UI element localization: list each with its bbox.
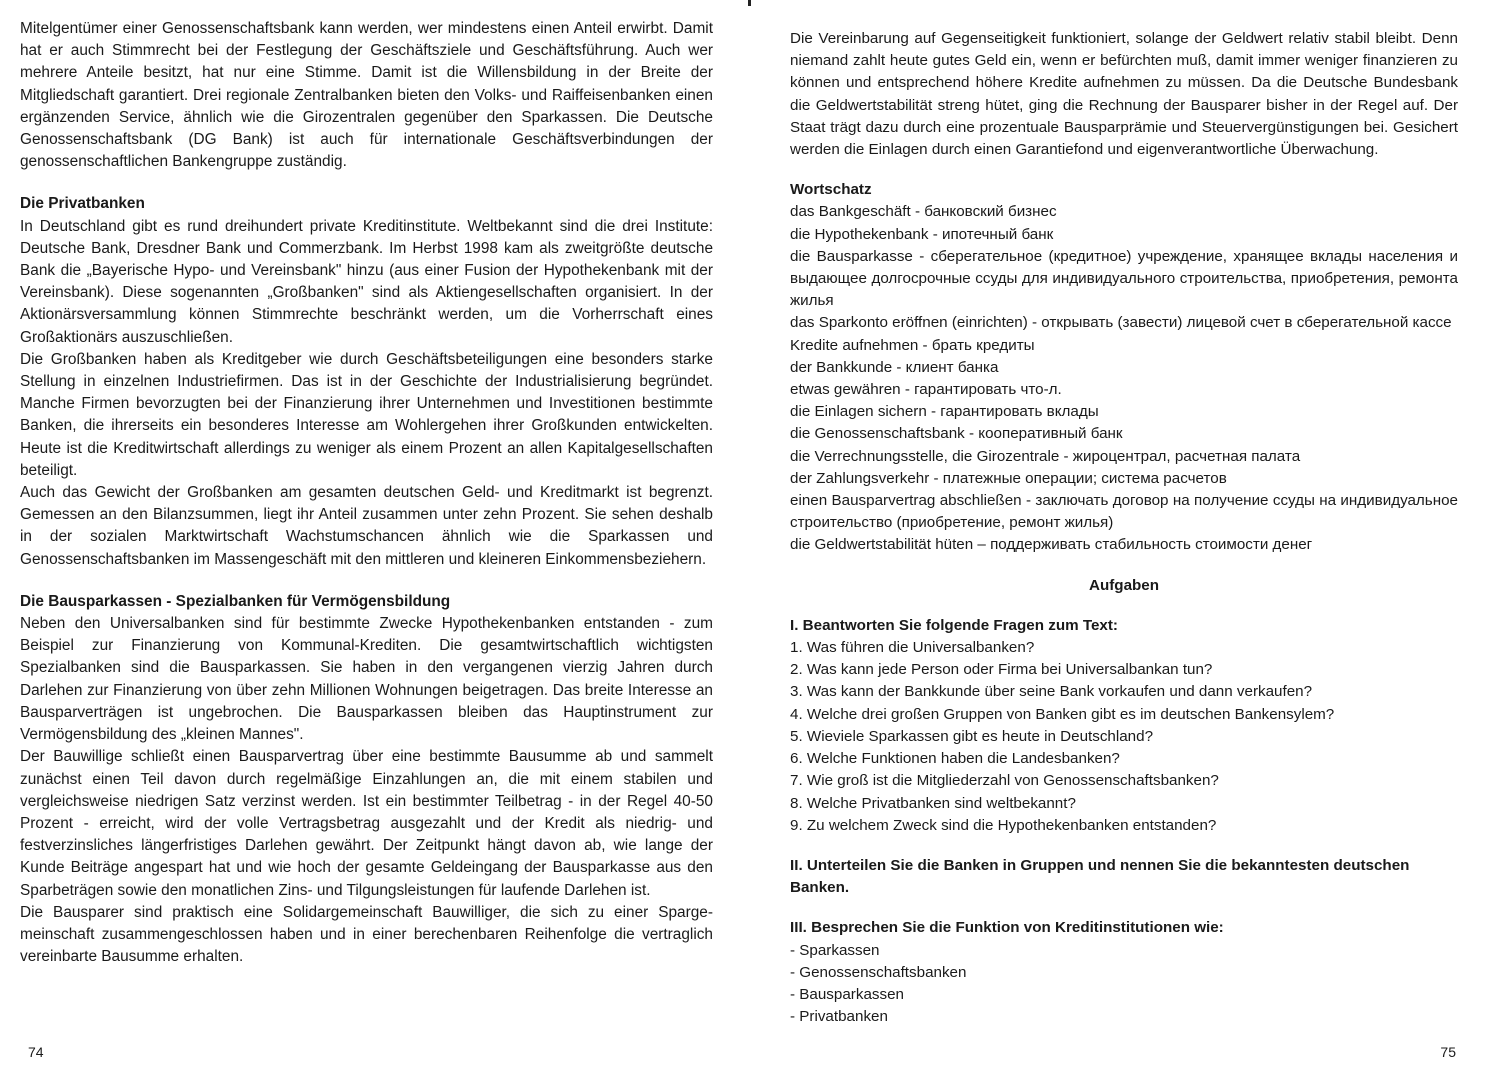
- question-item: 7. Wie groß ist die Mitgliederzahl von Genossenschaftsbanken?: [790, 772, 1219, 790]
- task-3-item: - Sparkassen: [790, 941, 880, 959]
- heading-wortschatz: Wortschatz: [790, 181, 872, 199]
- paragraph-vereinbarung: Die Vereinbarung auf Gegenseitigkeit funktioniert, solange der Geldwert relativ stabil bleibt. Denn niemand zahlt heute gutes Geld ein, wenn er befürchten muß, damit immer weniger finanzieren zu können und entsprechend höhere Kredite aufnehmen zu müssen. Da die Deutsche Bundesbank die Geldwertstabilität streng hütet, ging die Rechnung der Bausparer bisher in der Regel auf. Der Staat trägt dazu durch eine prozentuale Bausparprämie und Steuervergünstigungen bei. Gesichert werden die Einlagen durch einen Garantiefond und eigenverantwortliche Überwachung.: [790, 30, 1458, 159]
- question-item: 8. Welche Privatbanken sind weltbekannt?: [790, 794, 1076, 812]
- right-column: [790, 28, 1458, 1028]
- paragraph-genossenschaft-end: Mitelgentümer einer Genossenschaftsbank kann werden, wer mindestens einen Anteil erwirbt. Damit hat er auch Stimmrecht bei der Festlegung der Geschäftsziele und Geschäftsführung. Auch wer mehrere Anteile besitzt, hat nur eine Stimme. Damit ist die Willensbildung in der Breite der Mitgliedschaft garantiert. Drei regionale Zentralbanken bieten den Volks- und Raiffeisenbanken einen ergänzenden Service, ähnlich wie die Girozentralen gegenüber den Sparkassen. Die Deutsche Genossenschaftsbank (DG Bank) ist auch für internationale Geschäftsverbindungen der genossenschaftlichen Bankengruppe zuständig.: [20, 20, 713, 171]
- vocab-entry: die Genossenschaftsbank - кооперативный банк: [790, 425, 1123, 443]
- task-3-item: - Genossenschaftsbanken: [790, 963, 967, 981]
- page-number-left: 74: [28, 1044, 44, 1060]
- vocab-entry: die Verrechnungsstelle, die Girozentrale - жироцентрал, расчетная палата: [790, 447, 1301, 465]
- heading-aufgaben: Aufgaben: [1088, 576, 1160, 594]
- vocabulary-list: [790, 201, 1458, 556]
- left-column: [20, 18, 713, 968]
- left-page: [0, 0, 745, 1088]
- vocab-entry: die Geldwertstabilität hüten – поддерживать стабильность стоимости денег: [790, 536, 1313, 554]
- vocab-entry: der Zahlungsverkehr - платежные операции; система расчетов: [790, 469, 1227, 487]
- task-3-heading: III. Besprechen Sie die Funktion von Kreditinstitutionen wie:: [790, 919, 1224, 937]
- vocab-entry: die Einlagen sichern - гарантировать вклады: [790, 403, 1099, 421]
- question-item: 5. Wieviele Sparkassen gibt es heute in Deutschland?: [790, 727, 1154, 745]
- vocab-entry: Kredite aufnehmen - брать кредиты: [790, 336, 1035, 354]
- question-item: 9. Zu welchem Zweck sind die Hypothekenbanken entstanden?: [790, 816, 1217, 834]
- paragraph-bausparkassen-1: Neben den Universalbanken sind für bestimmte Zwecke Hypothekenbanken entstanden - zum Beispiel zur Finanzierung von Kommunal-Krediten. Die gesamtwirtschaftlich wichtigsten Spezialbanken sind die Bausparkassen. Sie haben in den vergangenen vierzig Jahren durch Darlehen zur Finanzierung von über zehn Millionen Wohnungen beigetragen. Das breite Interesse an Bausparverträgen ist ungebrochen. Die Bausparkassen bleiben das Hauptinstrument zur Vermögensbildung des „kleinen Mannes".: [20, 615, 713, 744]
- question-item: 4. Welche drei großen Gruppen von Banken gibt es im deutschen Bankensylem?: [790, 705, 1335, 723]
- vocab-entry: die Bausparkasse - сберегательное (кредитное) учреждение, хранящее вклады населения и выдающее долгосрочные ссуды для индивидуального строительства, приобретения, ремонта жилья: [790, 247, 1458, 310]
- task-1-questions: [790, 637, 1458, 837]
- heading-bausparkassen: Die Bausparkassen - Spezialbanken für Vermögensbildung: [20, 592, 451, 610]
- vocab-entry: einen Bausparvertrag abschließen - заключать договор на получение ссуды на индивидуальное строительство (приобретение, ремонт жилья): [790, 492, 1458, 532]
- paragraph-privatbanken-1: In Deutschland gibt es rund dreihundert private Kreditinstitute. Weltbekannt sind die drei Institute: Deutsche Bank, Dresdner Bank und Commerzbank. Im Herbst 1998 kam als zweitgrößte deutsche Bank die „Bayerische Hypo- und Vereinsbank" hinzu (aus einer Fusion der Hypothekenbank mit der Vereinsbank). Diese sogenannten „Großbanken" sind als Aktiengesellschaften organisiert. In der Aktionärsversammlung können Stimmrechte beschränkt werden, um die Vorherrschaft eines Großaktionärs auszuschließen.: [20, 217, 713, 346]
- question-item: 3. Was kann der Bankkunde über seine Bank vorkaufen und dann verkaufen?: [790, 683, 1313, 701]
- right-page: [745, 0, 1506, 1088]
- vocab-entry: die Hypothekenbank - ипотечный банк: [790, 225, 1054, 243]
- paragraph-bausparkassen-3: Die Bausparer sind praktisch eine Solidargemeinschaft Bauwilliger, die sich zu einer Sparge-meinschaft zusammengeschlossen haben und in einer berechenbaren Reihenfolge die vertraglich vereinbarte Bausumme erhalten.: [20, 903, 713, 966]
- page-number-right: 75: [1440, 1044, 1456, 1060]
- task-3-item: - Privatbanken: [790, 1008, 888, 1026]
- vocab-entry: etwas gewähren - гарантировать что-л.: [790, 381, 1062, 399]
- paragraph-privatbanken-3: Auch das Gewicht der Großbanken am gesamten deutschen Geld- und Kreditmarkt ist begrenzt. Gemessen an den Bilanzsummen, liegt ihr Anteil zusammen unter zehn Prozent. Sie sehen deshalb in der sozialen Marktwirtschaft Wachstumschancen ähnlich wie die Sparkassen und Genossenschaftsbanken im Massengeschäft mit den mittleren und kleineren Einkommensbeziehern.: [20, 484, 713, 568]
- task-3-item: - Bausparkassen: [790, 985, 904, 1003]
- heading-privatbanken: Die Privatbanken: [20, 195, 145, 213]
- vocab-entry: das Sparkonto eröffnen (einrichten) - открывать (завести) лицевой счет в сберегательной кассе: [790, 314, 1452, 332]
- task-2-heading: II. Unterteilen Sie die Banken in Gruppen und nennen Sie die bekanntesten deutschen Banken.: [790, 856, 1410, 897]
- question-item: 2. Was kann jede Person oder Firma bei Universalbankan tun?: [790, 661, 1213, 679]
- vocab-entry: der Bankkunde - клиент банка: [790, 358, 999, 376]
- question-item: 6. Welche Funktionen haben die Landesbanken?: [790, 750, 1120, 768]
- question-item: 1. Was führen die Universalbanken?: [790, 639, 1035, 657]
- vocab-entry: das Bankgeschäft - банковский бизнес: [790, 203, 1057, 221]
- task-1-heading: I. Beantworten Sie folgende Fragen zum Text:: [790, 616, 1118, 634]
- paragraph-privatbanken-2: Die Großbanken haben als Kreditgeber wie durch Geschäftsbeteiligungen eine besonders starke Stellung in einzelnen Industriefirmen. Das ist in der Geschichte der Industrialisierung begründet. Manche Firmen bevorzugten bei der Finanzierung ihrer Unternehmen und Investitionen bestimmte Banken, die ihrerseits ein besonderes Interesse am Wohlergehen ihrer Großkunden entwickelten. Heute ist die Kreditwirtschaft allerdings zu weniger als einem Prozent an allen Kapitalgesellschaften beteiligt.: [20, 350, 713, 479]
- paragraph-bausparkassen-2: Der Bauwillige schließt einen Bausparvertrag über eine bestimmte Bausumme ab und sammelt zunächst einen Teil davon durch regelmäßige Einzahlungen an, die mit einem stabilen und vergleichsweise niedrigen Satz verzinst werden. Ist ein bestimmter Teilbetrag - in der Regel 40-50 Prozent - erreicht, wird der volle Vertragsbetrag ausgezahlt und der Kredit als niedrig- und festverzinsliches längerfristiges Darlehen gewährt. Der Zeitpunkt hängt davon ab, wie lange der Kunde Beiträge angespart hat und wie hoch der gesamte Geldeingang der Bausparkasse aus den Sparbeträgen sowie den monatlichen Zins- und Tilgungsleistungen für laufende Darlehen ist.: [20, 748, 713, 899]
- task-3-list: [790, 940, 1458, 1029]
